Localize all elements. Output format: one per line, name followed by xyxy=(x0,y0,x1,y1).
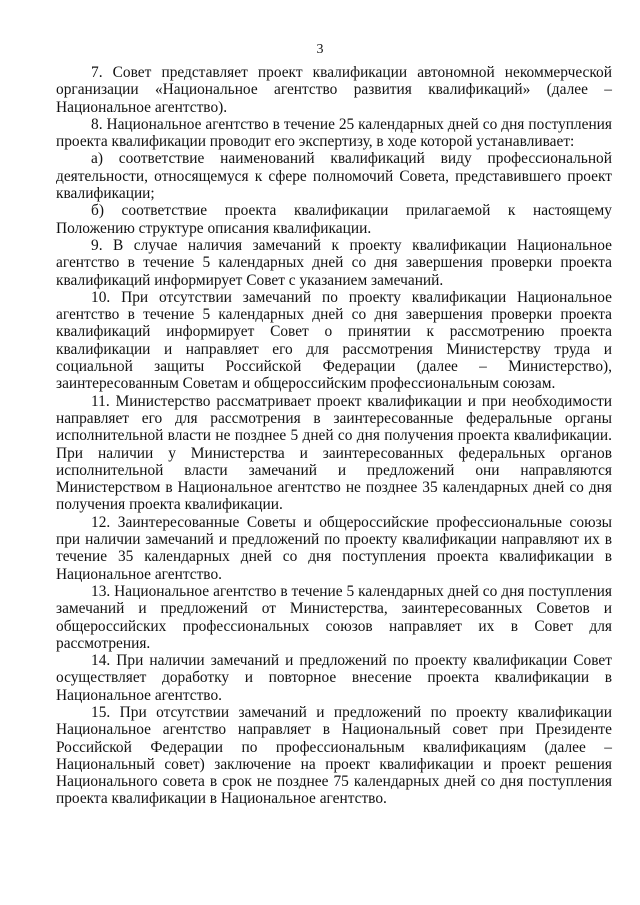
paragraph-7: 7. Совет представляет проект квалификации автономной некоммерческой организации «Национальное агентство развития квалификаций» (далее – Национальное агентство). xyxy=(56,64,612,116)
paragraph-8b: б) соответствие проекта квалификации прилагаемой к настоящему Положению структуре описания квалификации. xyxy=(56,202,612,237)
paragraph-10: 10. При отсутствии замечаний по проекту квалификации Национальное агентство в течение 5 календарных дней со дня завершения проверки проекта квалификаций информирует Совет о принятии к рассмотрению проекта квалификации и направляет его для рассмотрения Министерству труда и социальной защиты Российской Федерации (далее – Министерство), заинтересованным Советам и общероссийским профессиональным союзам. xyxy=(56,288,612,393)
paragraph-15: 15. При отсутствии замечаний и предложений по проекту квалификации Национальное агентство направляет в Национальный совет при Президенте Российской Федерации по профессиональным квалификациям (далее – Национальный совет) заключение на проект квалификации и проект решения Национального совета в срок не позднее 75 календарных дней со дня поступления проекта квалификации в Национальное агентство. xyxy=(56,703,612,808)
paragraph-11: 11. Министерство рассматривает проект квалификации и при необходимости направляет его для рассмотрения в заинтересованные федеральные органы исполнительной власти не позднее 5 дней со дня получения проекта квалификации. При наличии у Министерства и заинтересованных федеральных органов исполнительной власти замечаний и предложений они направляются Министерством в Национальное агентство не позднее 35 календарных дней со дня получения проекта квалификации. xyxy=(56,392,612,514)
document-body xyxy=(56,64,612,808)
paragraph-14: 14. При наличии замечаний и предложений по проекту квалификации Совет осуществляет доработку и повторное внесение проекта квалификации в Национальное агентство. xyxy=(56,652,612,704)
paragraph-8a: а) соответствие наименований квалификаций виду профессиональной деятельности, относящемуся к сфере полномочий Совета, представившего проект квалификации; xyxy=(56,150,612,203)
page-number: 3 xyxy=(316,42,324,57)
paragraph-13: 13. Национальное агентство в течение 5 календарных дней со дня поступления замечаний и предложений от Министерства, заинтересованных Советов и общероссийских профессиональных союзов направляет их в Совет для рассмотрения. xyxy=(56,582,612,652)
paragraph-8: 8. Национальное агентство в течение 25 календарных дней со дня поступления проекта квалификации проводит его экспертизу, в ходе которой устанавливает: xyxy=(56,115,612,151)
paragraph-9: 9. В случае наличия замечаний к проекту квалификации Национальное агентство в течение 5 календарных дней со дня завершения проверки проекта квалификаций информирует Совет с указанием замечаний. xyxy=(56,236,612,289)
paragraph-12: 12. Заинтересованные Советы и общероссийские профессиональные союзы при наличии замечаний и предложений по проекту квалификации направляют их в течение 35 календарных дней со дня поступления проекта квалификации в Национальное агентство. xyxy=(56,513,612,583)
